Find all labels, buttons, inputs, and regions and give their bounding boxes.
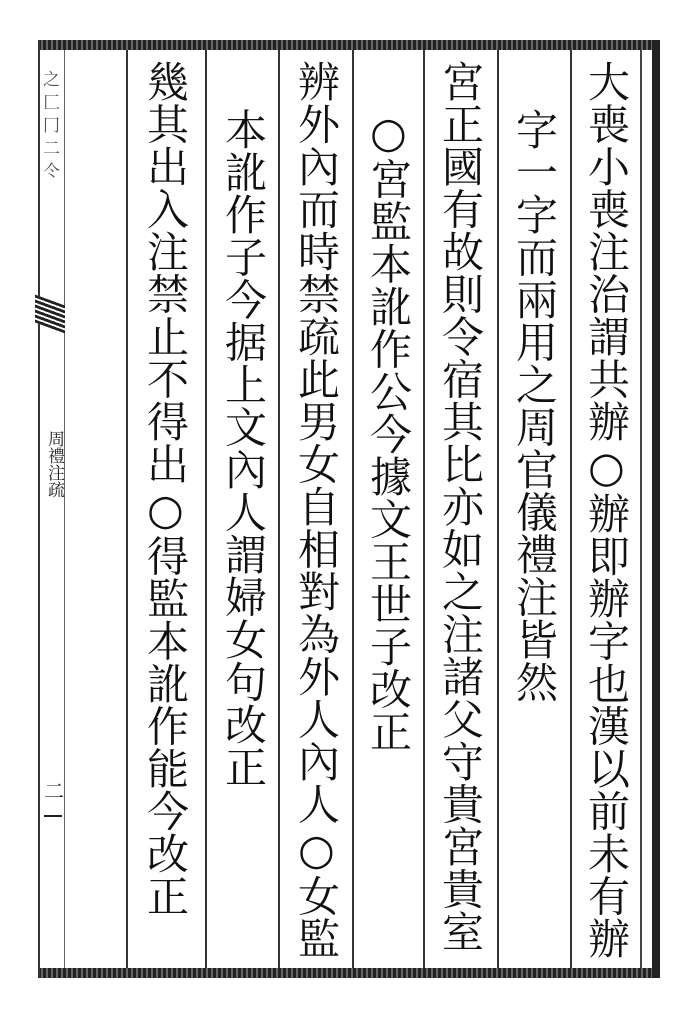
margin-page-underline (44, 815, 62, 817)
page-frame-top (38, 40, 660, 50)
fore-edge-inner-line (64, 50, 65, 968)
text-column-5: 辨外內而時禁疏此男女自相對為外人內人○女監 (292, 60, 341, 960)
text-column-7: 幾其出入注禁止不得出○得監本訛作能今改正 (141, 60, 190, 917)
column-rule (352, 50, 354, 968)
text-column-4: ○宮監本訛作公今據文王世子改正 (364, 108, 413, 753)
column-rule (205, 50, 207, 968)
page-frame-right-inner (640, 50, 642, 968)
text-column-2: 字一字而兩用之周官儀禮注皆然 (510, 108, 559, 703)
column-rule (570, 50, 572, 968)
column-rule (423, 50, 425, 968)
text-column-6: 本訛作子今据上文內人謂婦女句改正 (219, 108, 268, 788)
page-frame-right (652, 40, 660, 978)
column-rule (278, 50, 280, 968)
margin-page-number: 二 (44, 779, 64, 803)
margin-book-title: 周禮注疏 (44, 430, 64, 498)
column-rule (126, 50, 128, 968)
page-frame-bottom (38, 968, 660, 978)
column-rule (497, 50, 499, 968)
margin-fragments: 之匚冂二仒 (39, 70, 59, 185)
text-column-1: 大喪小喪注治謂共辦○辦即辦字也漢以前未有辦 (582, 60, 631, 960)
text-column-3: 宮正國有故則令宿其比亦如之注諸父守貴宮貴室 (436, 60, 485, 953)
